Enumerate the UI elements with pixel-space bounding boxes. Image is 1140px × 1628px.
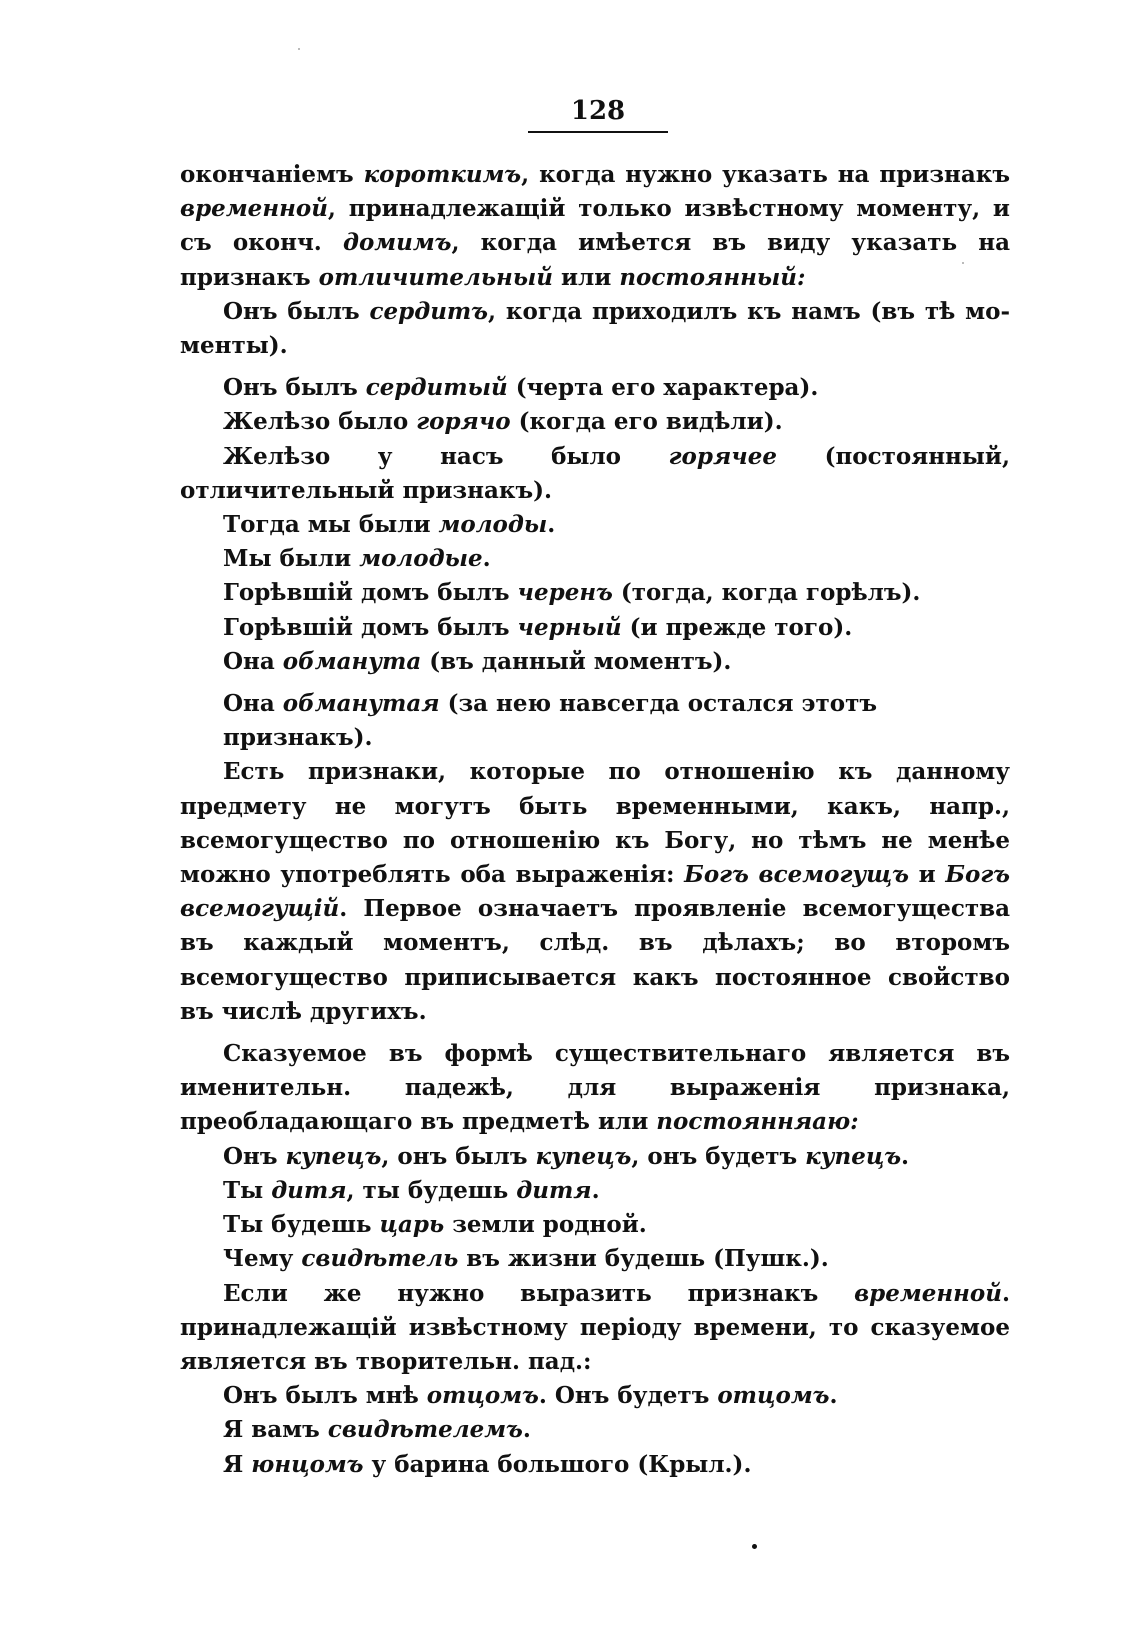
paragraph-4: Если же нужно выразить признакъ временной. принадлежащій извѣстному періоду времени, то сказуемое является въ творительн. пад.: (180, 1279, 1010, 1375)
scan-speck (298, 48, 300, 50)
example-14: Чему свидѣтель въ жизни будешь (Пушк.). (223, 1245, 829, 1273)
example-16: Я вамъ свидѣтелемъ. (223, 1416, 531, 1444)
example-3: Желѣзо было горячо (когда его видѣли). (223, 408, 783, 436)
example-9: Она обманута (въ данный моментъ). (223, 647, 732, 675)
page-body (180, 158, 1010, 1482)
example-11: Онъ купецъ, онъ былъ купецъ, онъ будетъ купецъ. (223, 1142, 910, 1170)
example-1: Онъ былъ сердитъ, когда приходилъ къ намъ (въ тѣ мо- менты). (180, 297, 1010, 360)
example-15: Онъ былъ мнѣ отцомъ. Онъ будетъ отцомъ. (223, 1382, 838, 1410)
example-4: Желѣзо у насъ было горячее (постоянный, отличительный признакъ). (180, 442, 1011, 504)
example-17: Я юнцомъ у барина большого (Крыл.). (223, 1450, 752, 1478)
example-13: Ты будешь царь земли родной. (223, 1211, 647, 1239)
example-6: Мы были молодые. (223, 545, 491, 573)
example-5: Тогда мы были молоды. (223, 511, 556, 539)
example-10: Она обманутая (за нею навсегда остался этотъ признакъ). (223, 690, 878, 752)
page-number: 128 (570, 96, 626, 126)
ink-dot (752, 1544, 757, 1549)
paragraph-1: окончаніемъ короткимъ, когда нужно указать на признакъ временной, принадлежащій только извѣстному моменту, и съ оконч. домимъ, когда имѣется въ виду указать на признакъ отличительный или постоянный: (180, 161, 1011, 291)
example-7: Горѣвшій домъ былъ черенъ (тогда, когда горѣлъ). (223, 579, 921, 607)
page-number-rule (528, 131, 668, 133)
example-8: Горѣвшій домъ былъ черный (и прежде того). (223, 613, 853, 641)
paragraph-3: Сказуемое въ формѣ существительнаго является въ именительн. падежѣ, для выраженія признака, преобладающаго въ предметѣ или постоянняаю: (180, 1040, 1010, 1136)
paragraph-2: Есть признаки, которые по отношенію къ данному предмету не могутъ быть временными, какъ, напр., всемогущество по отношенію къ Богу, но тѣмъ не менѣе можно употреблять оба выраженія: Богъ всемогущъ и Богъ всемогущій. Первое означаетъ проявленіе всемогущества въ каждый моментъ, слѣд. въ дѣлахъ; во второмъ всемогущество приписывается какъ постоянное свойство въ числѣ другихъ. (180, 758, 1010, 1025)
example-2: Онъ былъ сердитый (черта его характера). (223, 374, 819, 402)
example-12: Ты дитя, ты будешь дитя. (223, 1176, 600, 1204)
